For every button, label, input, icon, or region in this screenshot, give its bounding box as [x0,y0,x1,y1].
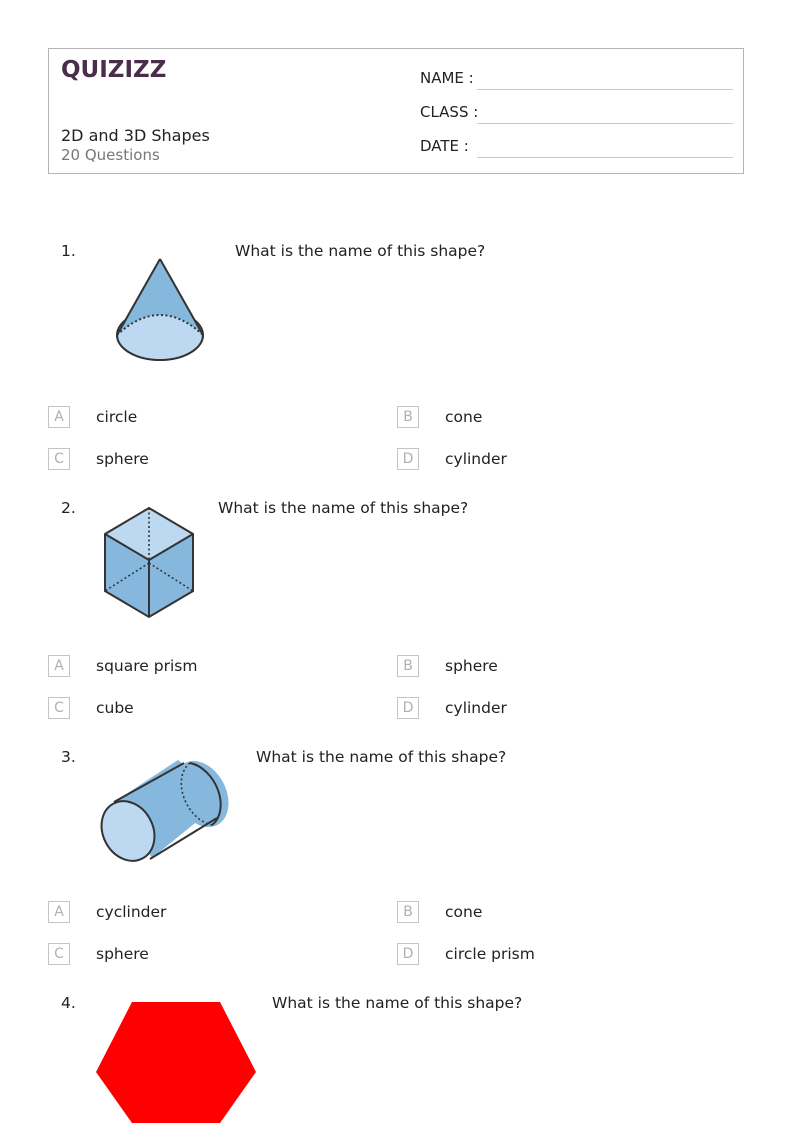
option-letter[interactable]: B [397,406,419,428]
option-text[interactable]: cone [445,408,483,426]
option-letter[interactable]: D [397,448,419,470]
option-text[interactable]: cylinder [445,699,507,717]
option-text[interactable]: cyclinder [96,903,167,921]
question-text: What is the name of this shape? [272,994,523,1012]
option-letter[interactable]: A [48,901,70,923]
cube-icon [100,505,198,621]
question-text: What is the name of this shape? [218,499,469,517]
question-count: 20 Questions [61,146,160,164]
question-number: 1. [61,242,76,260]
option-letter[interactable]: A [48,406,70,428]
option-letter[interactable]: A [48,655,70,677]
question-number: 2. [61,499,76,517]
option-letter[interactable]: B [397,901,419,923]
worksheet-header [48,48,744,174]
question-text: What is the name of this shape? [256,748,507,766]
option-text[interactable]: cylinder [445,450,507,468]
quizizz-logo: QUIZIZZ [61,57,167,83]
date-label: DATE : [420,137,469,155]
cone-icon [110,255,210,365]
option-text[interactable]: circle prism [445,945,535,963]
option-text[interactable]: sphere [445,657,498,675]
option-letter[interactable]: C [48,943,70,965]
option-letter[interactable]: D [397,697,419,719]
question-text: What is the name of this shape? [235,242,486,260]
class-label: CLASS : [420,103,479,121]
option-text[interactable]: circle [96,408,138,426]
class-field[interactable] [477,123,733,124]
option-text[interactable]: sphere [96,450,149,468]
option-text[interactable]: cone [445,903,483,921]
question-number: 3. [61,748,76,766]
date-field[interactable] [477,157,733,158]
hexagon-icon [96,1002,256,1123]
option-text[interactable]: cube [96,699,134,717]
option-letter[interactable]: C [48,697,70,719]
name-field[interactable] [477,89,733,90]
option-letter[interactable]: D [397,943,419,965]
cylinder-icon [98,755,233,865]
option-text[interactable]: square prism [96,657,198,675]
worksheet-title: 2D and 3D Shapes [61,126,210,145]
option-letter[interactable]: C [48,448,70,470]
question-number: 4. [61,994,76,1012]
option-text[interactable]: sphere [96,945,149,963]
option-letter[interactable]: B [397,655,419,677]
name-label: NAME : [420,69,474,87]
